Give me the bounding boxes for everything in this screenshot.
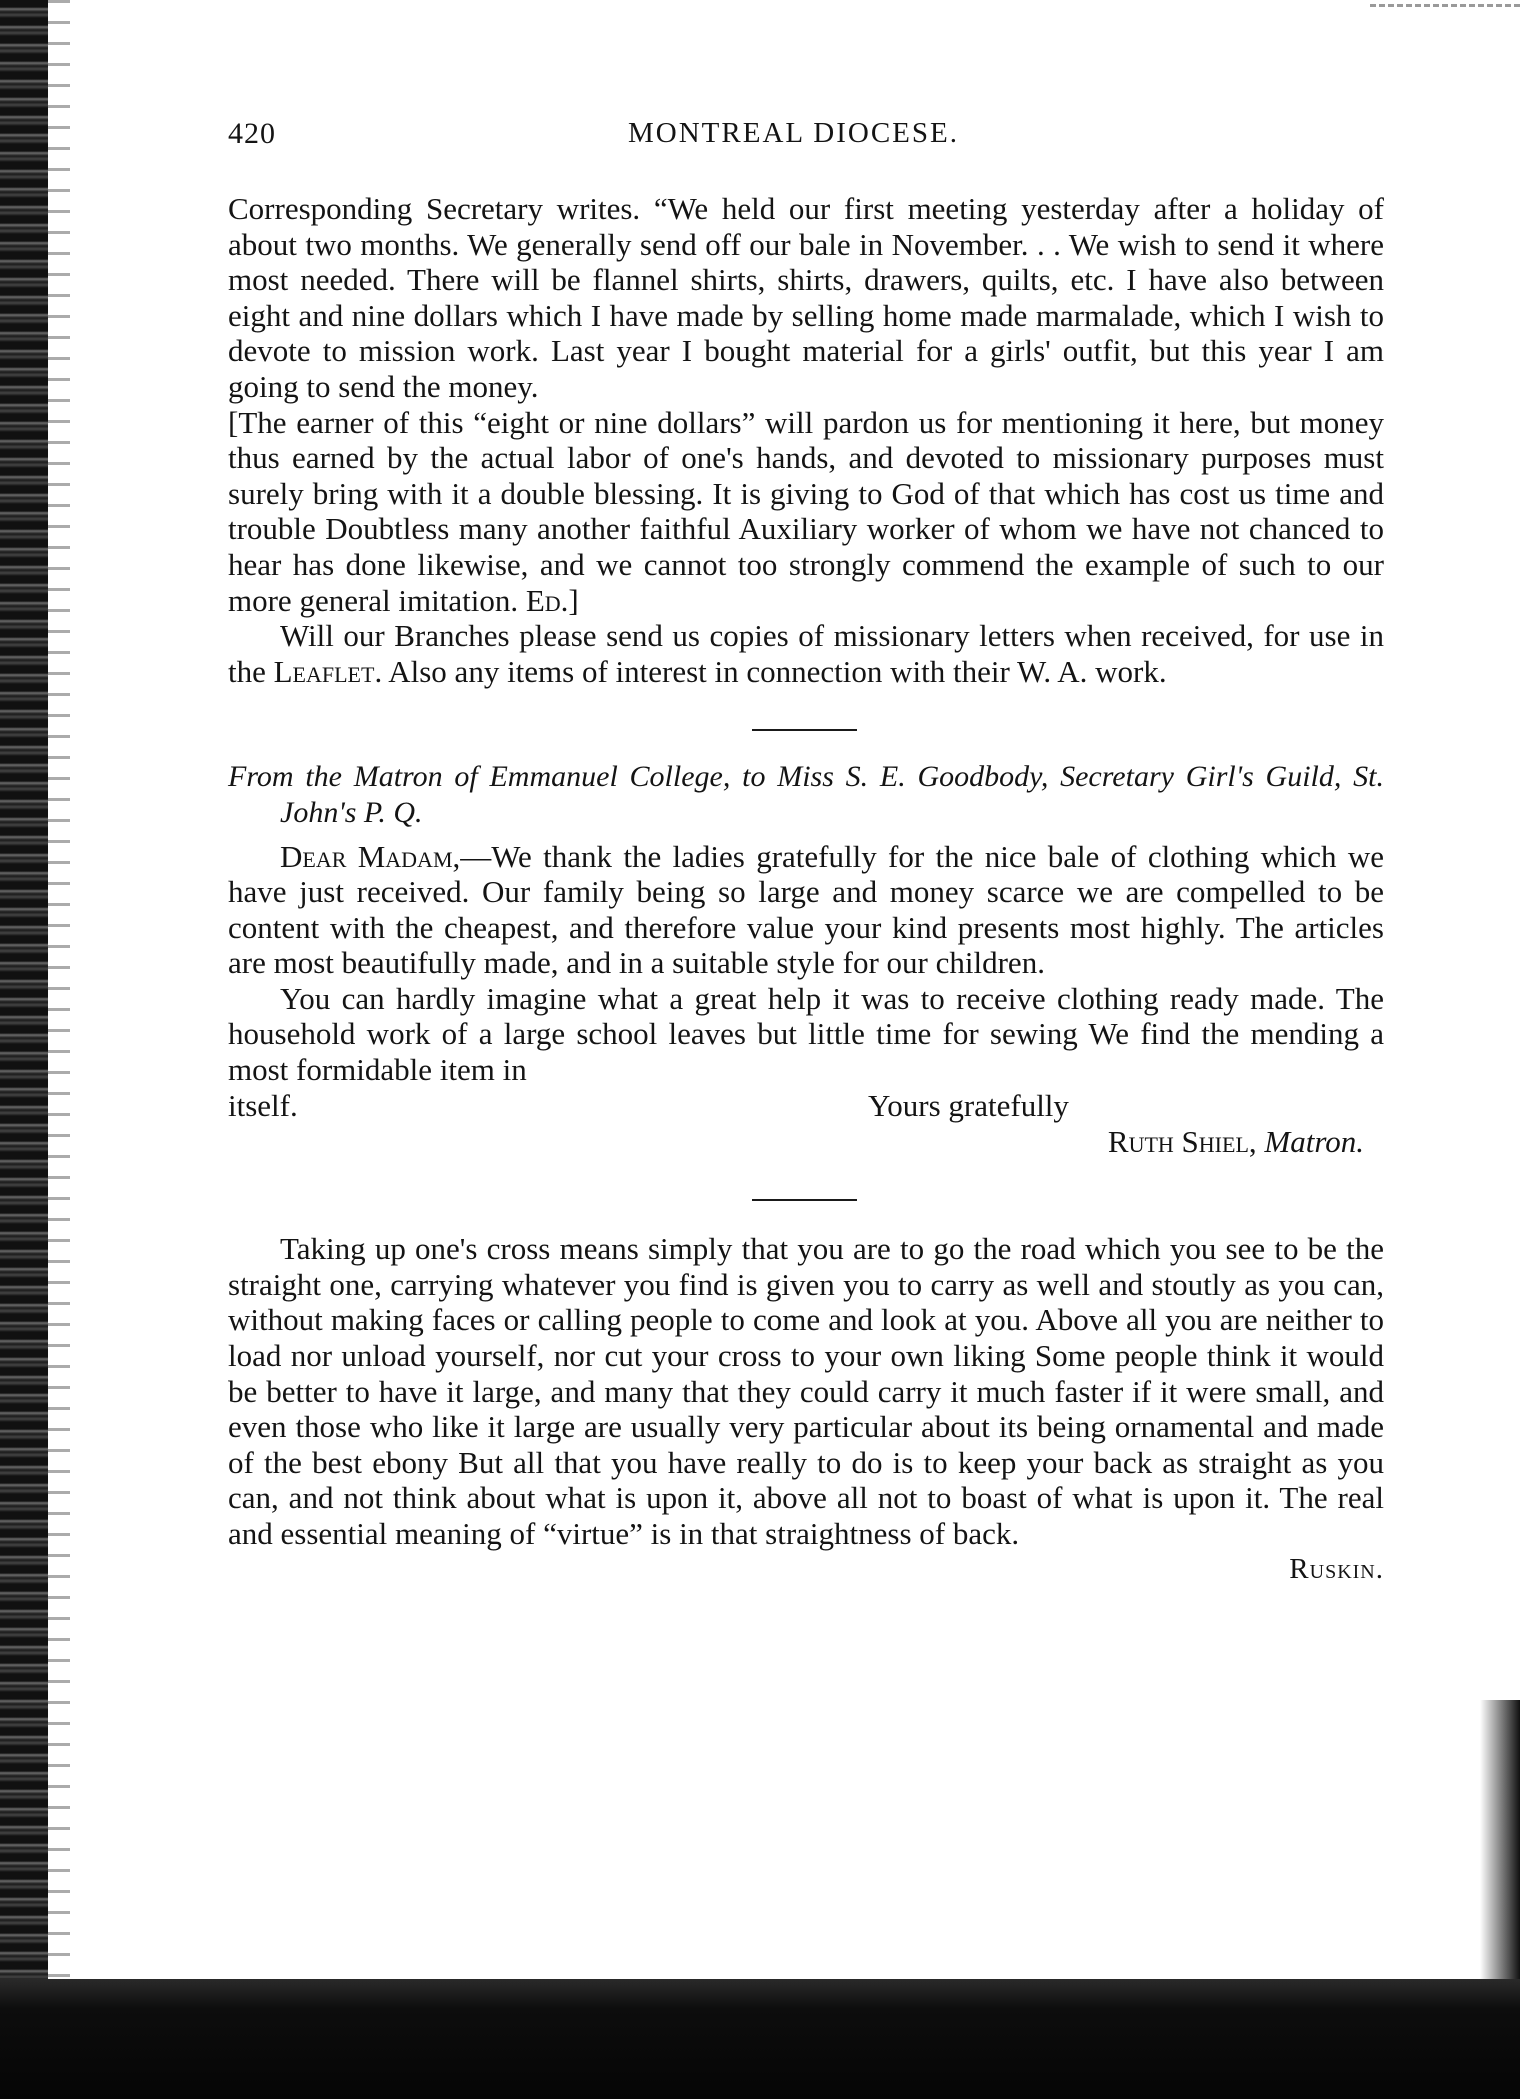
page-content: [228, 117, 1384, 1587]
page-binding-shadow: [0, 0, 48, 2099]
letter-body-1: —We thank the ladies gratefully for the nice bale of clothing which we have just received. Our family being so large and money scarce we are compelled to be content with the cheapest, and therefore value your kind presents most highly. The articles are most beautifully made, and in a suitable style for our children.: [228, 838, 1384, 981]
scan-edge-mark: [1370, 4, 1520, 10]
request-text-end: . Also any items of interest in connection with their W. A. work.: [374, 653, 1167, 689]
signature-role: Matron.: [1264, 1123, 1364, 1159]
letter-signature: [228, 1124, 1384, 1160]
request-text-start: Will our Branches please send us copies of missionary letters when received, for use in the: [228, 618, 1384, 689]
page-binding-marks: [48, 0, 70, 2099]
section-divider: [752, 729, 857, 731]
letter-closing: [228, 1088, 1384, 1124]
letter-paragraph-1: [228, 839, 1384, 981]
page-header: [228, 117, 1384, 165]
secretary-letter-paragraph: Corresponding Secretary writes. “We held our first meeting yesterday after a holiday of about two months. We generally send off our bale in November. . . We wish to send it where most needed. There will be flannel shirts, shirts, drawers, quilts, etc. I have also between eight and nine dollars which I have made by selling home made marmalade, which I wish to devote to mission work. Last year I bought material for a girls' outfit, but this year I am going to send the money.: [228, 191, 1384, 404]
page-number: 420: [228, 117, 276, 150]
editor-note-paragraph: [228, 405, 1384, 619]
branches-request-paragraph: [228, 618, 1384, 689]
page-edge-shadow: [1480, 1700, 1520, 1980]
ruskin-quote: Taking up one's cross means simply that you are to go the road which you see to be the straight one, carrying whatever you find is given you to carry as well and stoutly as you can, without making faces or calling people to come and look at you. Above all you are neither to load nor unload yourself, nor cut your cross to your own liking Some people think it would be better to have it large, and many that they could carry it much faster if it were small, and even those who like it large are usually very particular about its being ornamental and made of the best ebony But all that you have really to do is to keep your back as straight as you can, and not think about what is upon it, above all not to boast of what is upon it. The real and essential meaning of “virtue” is in that straightness of back.: [228, 1231, 1384, 1551]
closing-word: itself.: [228, 1087, 298, 1123]
running-title: MONTREAL DIOCESE.: [628, 117, 959, 149]
section-divider: [752, 1199, 857, 1201]
letter-paragraph-2: You can hardly imagine what a great help it was to receive clothing ready made. The household work of a large school leaves but little time for sewing We find the mending a most formidable item in: [228, 980, 1384, 1088]
scan-bottom-border: [0, 1979, 1520, 2099]
quote-attribution: Ruskin.: [1289, 1552, 1384, 1585]
signature-name: Ruth Shiel,: [1107, 1123, 1257, 1159]
editor-signature: Ed.]: [525, 582, 579, 618]
editor-note-text: [The earner of this “eight or nine dollars” will pardon us for mentioning it here, but money thus earned by the actual labor of one's hands, and devoted to missionary purposes must surely bring with it a double blessing. It is giving to God of that which has cost us time and trouble Doubtless many another faithful Auxiliary worker of whom we have not chanced to hear has done likewise, and we cannot too strongly commend the example of such to our more general imitation.: [228, 404, 1384, 618]
closing-phrase: Yours gratefully: [868, 1087, 1069, 1123]
leaflet-title: Leaflet: [273, 653, 375, 689]
letter-salutation: Dear Madam,: [280, 838, 461, 874]
letter-heading: From the Matron of Emmanuel College, to Miss S. E. Goodbody, Secretary Girl's Guild, St. John's P. Q.: [228, 760, 1384, 829]
